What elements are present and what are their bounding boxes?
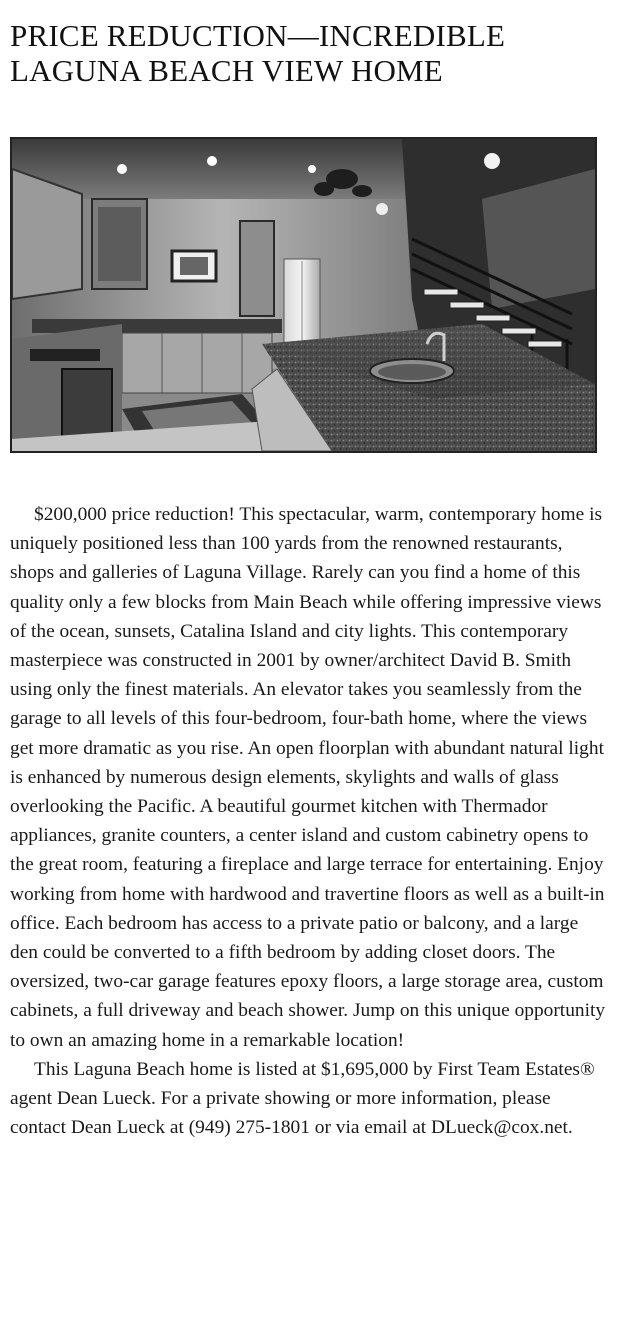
article-paragraph-1 [10,500,610,1055]
article-headline: PRICE REDUCTION—INCREDIBLE LAGUNA BEACH VIEW HOME [10,18,506,88]
article-paragraph-2-text: This Laguna Beach home is listed at $1,695,000 by First Team Estates® agent Dean Lueck. For a private showing or more information, please contact Dean Lueck at (949) 275-1801 or via email at DLueck@cox.net. [10,1058,595,1139]
article-body [10,500,610,1142]
kitchen-photo [10,137,597,453]
article-paragraph-2 [10,1055,610,1143]
kitchen-photo-illustration [12,139,595,451]
article-paragraph-1-text: $200,000 price reduction! This spectacular, warm, contemporary home is uniquely positioned less than 100 yards from the renowned restaurants, shops and galleries of Laguna Village. Rarely can you find a home of this quality only a few blocks from Main Beach while offering impressive views of the ocean, sunsets, Catalina Island and city lights. This contemporary masterpiece was constructed in 2001 by owner/architect David B. Smith using only the finest materials. An elevator takes you seamlessly from the garage to all levels of this four-bedroom, four-bath home, where the views get more dramatic as you rise. An open floorplan with abundant natural light is enhanced by numerous design elements, skylights and walls of glass overlooking the Pacific. A beautiful gourmet kitchen with Thermador appliances, granite counters, a center island and custom cabinetry opens to the great room, featuring a fireplace and large terrace for entertaining. Enjoy working from home with hardwood and travertine floors as well as a built-in office. Each bedroom has access to a private patio or balcony, and a large den could be converted to a fifth bedroom by adding closet doors. The oversized, two-car garage features epoxy floors, a large storage area, custom cabinets, a full driveway and beach shower. Jump on this unique opportunity to own an amazing home in a remarkable location! [10,504,606,1051]
